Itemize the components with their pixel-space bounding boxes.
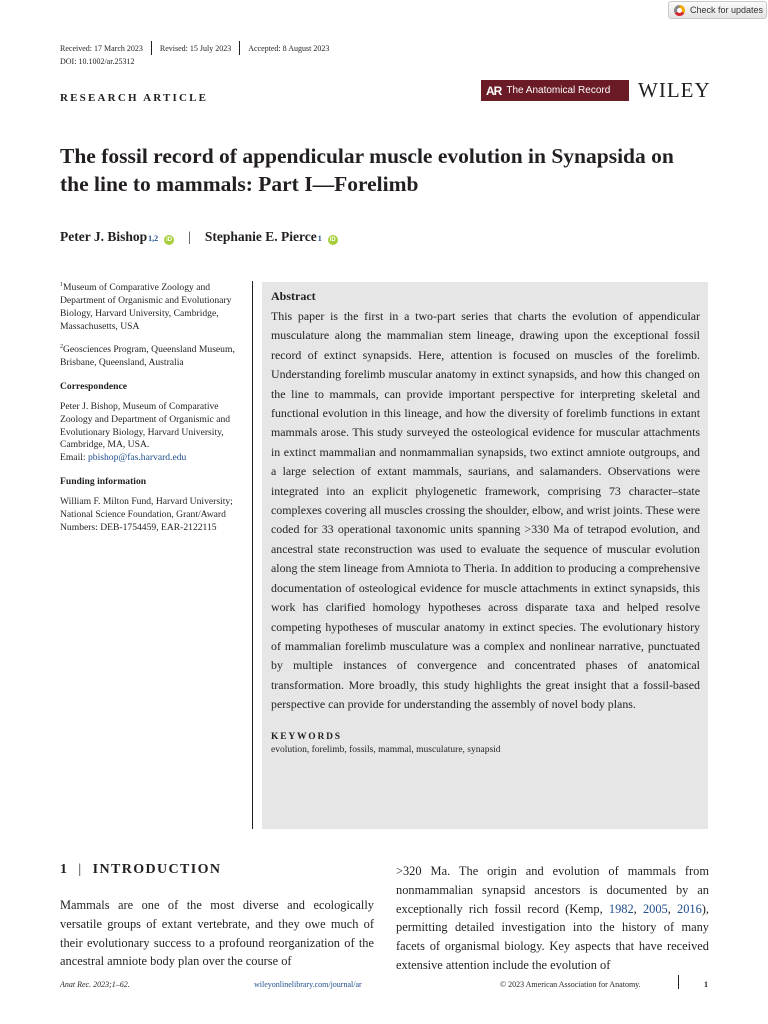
column-divider (252, 281, 253, 829)
body-text-column-2: >320 Ma. The origin and evolution of mammals from nonmammalian synapsid ancestors is documented by an exceptionally rich fossil record (Kemp, 1982, 2005, 2016), permitting detailed investigation into the history of many facets of organismal biology. Key aspects that have received extensive attention include the evolution of (396, 864, 710, 972)
section-title: INTRODUCTION (92, 862, 222, 877)
article-type: RESEARCH ARTICLE (60, 92, 209, 104)
article-dates (60, 41, 329, 55)
check-for-updates-label: Check for updates (690, 5, 764, 15)
article-info-column (60, 279, 246, 542)
affiliation-text: Geosciences Program, Queensland Museum, Brisbane, Queensland, Australia (60, 344, 235, 368)
abstract-text: This paper is the first in a two-part series that charts the evolution of appendicular musculature along the mammalian stem lineage, drawing upon the exceptional fossil record of extinct synapsids. Here, attention is focused on muscles of the forelimb. Understanding forelimb muscular anatomy in extinct synapsids, and how this changed on the line to mammals, can provide important perspective for interpreting skeletal and functional evolution in this lineage, and how the diversity of forelimb functions in extant mammals arose. This study surveyed the osteological evidence for muscular attachments in extinct mammalian and nonmammalian synapsids, two extinct amniote outgroups, and a large selection of extant mammals, saurians, and salamanders. Observations were integrated into an explicit phylogenetic framework, comprising 73 character–state complexes covering all muscles crossing the shoulder, elbow, and wrist joints. These were coded for 33 operational taxonomic units spanning >330 Ma of tetrapod evolution, and ancestral state reconstruction was used to evaluate the sequence of muscular evolution along the stem lineage from Amniota to Theria. In addition to producing a comprehensive documentation of osteological evidence for muscle attachments in extinct synapsids, this work has clarified homology hypotheses across disparate taxa and helped resolve competing hypotheses of muscular anatomy in extinct species. The evolutionary history of mammalian forelimb musculature was a complex and nonlinear narrative, punctuated by multiple instances of convergence and concentrated phases of anatomical transformation. More broadly, this study highlights the great insight that a fossil-based perspective can provide for understanding the assembly of novel body plans. (271, 309, 700, 712)
journal-logo (481, 80, 629, 101)
section-separator: | (78, 862, 83, 877)
affiliation-number: 2 (60, 343, 63, 350)
author-affiliation: 1,2 (148, 234, 159, 243)
received-date: Received: 17 March 2023 (60, 43, 143, 53)
journal-name: The Anatomical Record (506, 85, 611, 96)
body-text: >320 Ma. The origin and evolution of mammals from nonmammalian synapsid ancestors is documented by an exceptionally rich fossil record (Kemp, (396, 864, 709, 916)
footer-divider (678, 975, 679, 989)
footer-copyright: © 2023 American Association for Anatomy. (500, 980, 641, 989)
correspondence-heading: Correspondence (60, 380, 127, 392)
author-name[interactable]: Peter J. Bishop (60, 229, 148, 244)
orcid-icon[interactable]: iD (329, 237, 336, 243)
check-for-updates-button[interactable] (668, 1, 767, 19)
keywords-heading: KEYWORDS (271, 731, 342, 742)
date-divider (239, 41, 240, 55)
correspondence-text (60, 401, 246, 466)
funding-text: William F. Milton Fund, Harvard University; National Science Foundation, Grant/Award Numbers: DEB-1754459, EAR-2122115 (60, 496, 233, 533)
page-number: 1 (704, 980, 708, 989)
affiliation (60, 279, 246, 334)
citation-link[interactable]: 2016 (677, 901, 702, 916)
abstract-heading: Abstract (271, 289, 316, 303)
footer-url[interactable]: wileyonlinelibrary.com/journal/ar (254, 980, 362, 989)
revised-date: Revised: 15 July 2023 (159, 43, 232, 53)
body-text-column-1: Mammals are one of the most diverse and ecologically versatile groups of extant vertebrate, and they owe much of their evolutionary success to a profound reorganization of the ancestral amniote body plan over the course of (60, 898, 374, 969)
section-number: 1 (60, 862, 69, 877)
author-affiliation: 1 (317, 234, 322, 243)
affiliation (60, 341, 246, 370)
affiliation-number: 1 (60, 282, 63, 288)
body-text: ), permitting detailed investigation into the history of many facets of organismal biology. Key aspects that have received extensive attention include the evolution of (396, 901, 710, 972)
affiliation-text: Museum of Comparative Zoology and Department of Organismic and Evolutionary Biology, Harvard University, Cambridge, Massachusetts, USA (60, 282, 232, 332)
author-name[interactable]: Stephanie E. Pierce (204, 229, 317, 244)
footer-journal: Anat Rec. 2023;1–62. (60, 980, 130, 989)
article-title: The fossil record of appendicular muscle evolution in Synapsida on the line to mammals: Part I—Forelimb (60, 144, 674, 196)
orcid-icon[interactable]: iD (166, 237, 173, 243)
section-heading (60, 862, 221, 878)
citation-link[interactable]: 2005 (642, 901, 668, 916)
accepted-date: Accepted: 8 August 2023 (248, 43, 330, 53)
correspondence-address: Peter J. Bishop, Museum of Comparative Zoology and Department of Organismic and Evolutionary Biology, Harvard University, Cambridge, MA, USA. (60, 400, 231, 451)
email-label: Email: (60, 452, 88, 464)
author-list (60, 229, 338, 245)
publisher-logo: WILEY (638, 78, 711, 102)
date-divider (151, 41, 152, 55)
doi: DOI: 10.1002/ar.25312 (60, 57, 135, 66)
funding-heading: Funding information (60, 476, 147, 488)
email-link[interactable]: pbishop@fas.harvard.edu (87, 452, 187, 464)
citation-link[interactable]: 1982 (608, 901, 634, 916)
journal-mark: AR (486, 83, 502, 98)
author-separator: | (188, 229, 191, 244)
abstract-box (262, 282, 708, 829)
crossmark-icon (674, 5, 685, 16)
keywords: evolution, forelimb, fossils, mammal, musculature, synapsid (271, 744, 501, 755)
